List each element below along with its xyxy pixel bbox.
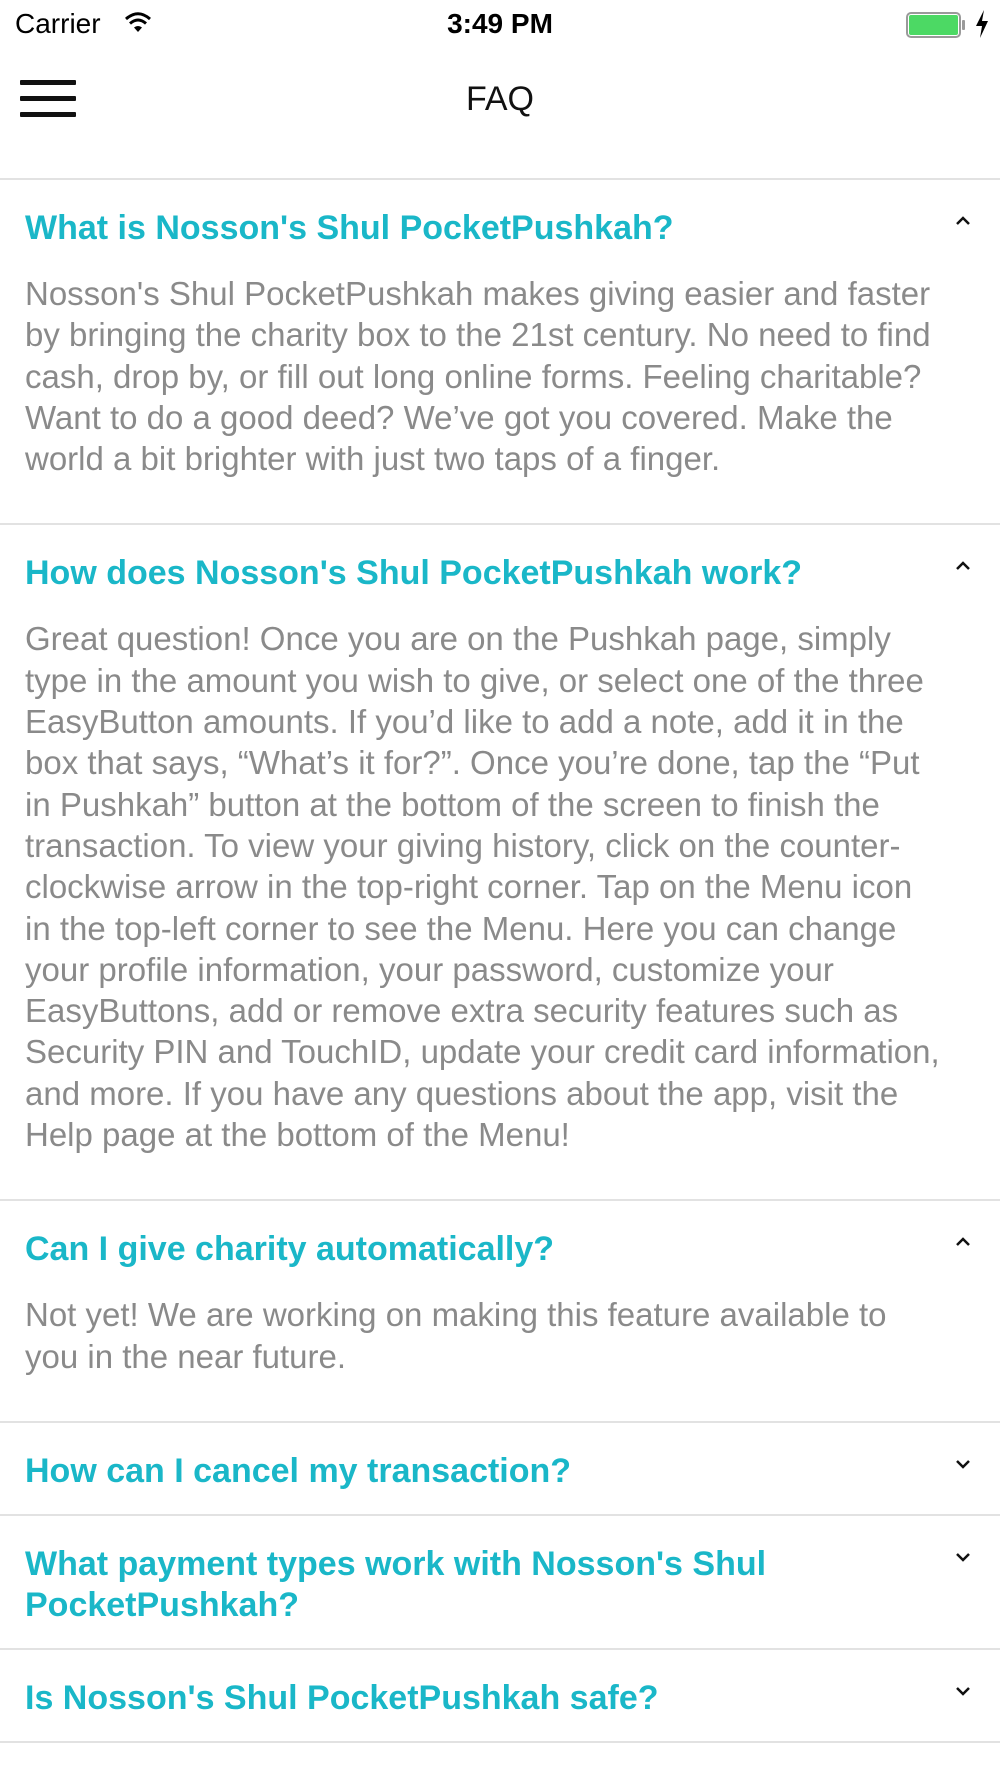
faq-item[interactable] <box>0 1201 1000 1423</box>
faq-item[interactable] <box>0 180 1000 525</box>
chevron-up-icon[interactable] <box>954 559 972 573</box>
faq-answer: Nosson's Shul PocketPushkah makes giving easier and faster by bringing the charity box to the 21st century. No need to find cash, drop by, or fill out long online forms. Feeling charitable? Want to do a good deed? We’ve got you covered. Make the world a bit brighter with just two taps of a finger. <box>25 275 931 478</box>
faq-item[interactable] <box>0 525 1000 1201</box>
chevron-down-icon[interactable] <box>954 1457 972 1471</box>
faq-answer: Not yet! We are working on making this feature available to you in the near future. <box>25 1296 887 1375</box>
faq-question[interactable]: How does Nosson's Shul PocketPushkah work? <box>25 554 803 593</box>
faq-question[interactable]: Is Nosson's Shul PocketPushkah safe? <box>25 1678 659 1717</box>
carrier-label: Carrier <box>15 8 101 39</box>
faq-question[interactable]: What payment types work with Nosson's Shul PocketPushkah? <box>25 1544 767 1624</box>
faq-question[interactable]: How can I cancel my transaction? <box>25 1451 572 1490</box>
faq-item[interactable] <box>0 1423 1000 1516</box>
chevron-up-icon[interactable] <box>954 214 972 228</box>
chevron-down-icon[interactable] <box>954 1684 972 1698</box>
faq-question[interactable]: What is Nosson's Shul PocketPushkah? <box>25 209 674 247</box>
charging-icon <box>974 10 990 38</box>
status-bar <box>0 0 1000 50</box>
faq-item[interactable] <box>0 1516 1000 1650</box>
chevron-up-icon[interactable] <box>954 1235 972 1249</box>
page-title: FAQ <box>465 80 535 118</box>
faq-answer: Great question! Once you are on the Pushkah page, simply type in the amount you wish to give, or select one of the three EasyButton amounts. If you’d like to add a note, add it in the box that says, “What’s it for?”. Once you’re done, tap the “Put in Pushkah” button at the bottom of the screen to finish the transaction. To view your giving history, click on the counter-clockwise arrow in the top-right corner. Tap on the Menu icon in the top-left corner to see the Menu. Here you can change your profile information, your password, customize your EasyButtons, add or remove extra security features such as Security PIN and TouchID, update your credit card information, and more. If you have any questions about the app, visit the Help page at the bottom of the Menu! <box>25 620 940 1154</box>
battery-icon <box>906 12 966 38</box>
faq-item[interactable] <box>0 1650 1000 1743</box>
faq-question[interactable]: Can I give charity automatically? <box>25 1230 555 1269</box>
faq-list <box>0 180 1000 1743</box>
nav-bar <box>0 50 1000 150</box>
status-time: 3:49 PM <box>447 8 553 39</box>
chevron-down-icon[interactable] <box>954 1550 972 1564</box>
